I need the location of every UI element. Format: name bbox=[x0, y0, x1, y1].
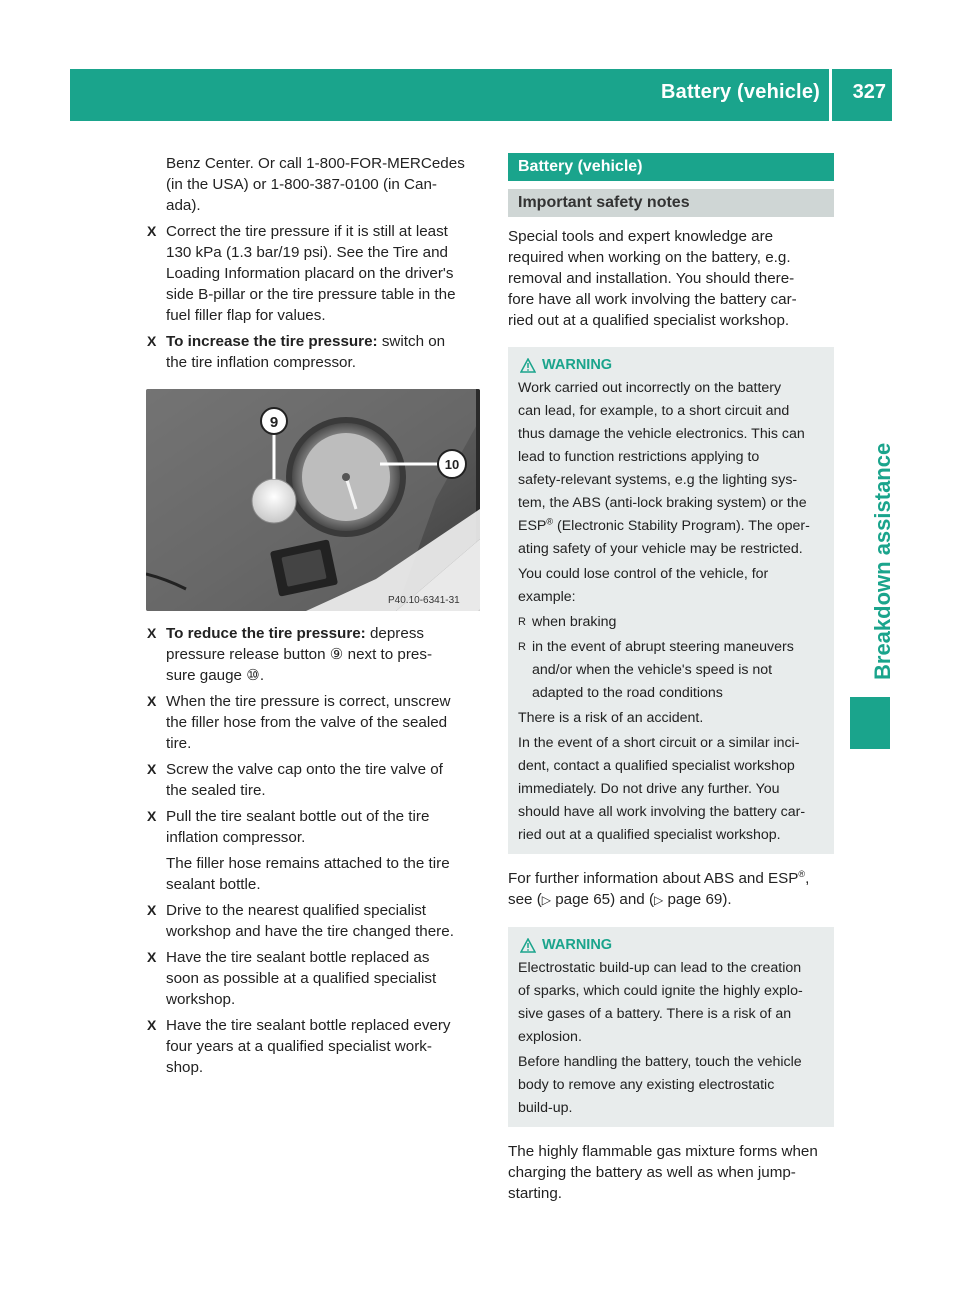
step-marker-icon: X bbox=[147, 693, 157, 709]
text-line: dent, contact a qualified specialist workshop bbox=[518, 758, 795, 774]
text-line: There is a risk of an accident. bbox=[518, 710, 704, 726]
step-replace-every-four-years bbox=[146, 1015, 480, 1078]
text-line: explosion. bbox=[518, 1029, 582, 1045]
text-span: (Electronic Stability Program). The oper- bbox=[553, 518, 810, 534]
text-span: For further information about ABS and ESP bbox=[508, 870, 799, 887]
text-line: should have all work involving the battery car- bbox=[518, 804, 806, 820]
header-divider bbox=[829, 69, 832, 121]
registered-mark: ® bbox=[798, 868, 806, 879]
page-number: 327 bbox=[852, 81, 886, 103]
text-line: charging the battery as well as when jump- bbox=[508, 1164, 796, 1181]
text-line: sive gases of a battery. There is a risk of an bbox=[518, 1006, 792, 1022]
page-link[interactable]: page 65) and ( bbox=[551, 891, 655, 908]
text-line: Drive to the nearest qualified specialist bbox=[166, 902, 427, 919]
left-column bbox=[146, 153, 480, 1078]
list-item bbox=[518, 612, 824, 633]
text-span: depress bbox=[365, 625, 425, 642]
text-line: You could lose control of the vehicle, for bbox=[518, 566, 769, 582]
intro-paragraph bbox=[146, 153, 480, 216]
text-line: Benz Center. Or call 1-800-FOR-MERCedes bbox=[166, 155, 465, 172]
side-tab-label: Breakdown assistance bbox=[870, 442, 895, 680]
text-span: see ( bbox=[508, 891, 542, 908]
compressor-illustration bbox=[146, 389, 480, 611]
warning-paragraph bbox=[518, 733, 824, 846]
step-reduce-pressure bbox=[146, 623, 480, 686]
text-line: Work carried out incorrectly on the battery bbox=[518, 380, 782, 396]
text-line: workshop. bbox=[166, 991, 236, 1008]
text-line: adapted to the road conditions bbox=[532, 685, 723, 701]
step-marker-icon: X bbox=[147, 761, 157, 777]
text-line: the filler hose from the valve of the sealed bbox=[166, 714, 448, 731]
text-line: fuel filler flap for values. bbox=[166, 307, 326, 324]
compressor-figure bbox=[146, 389, 480, 611]
step-marker-icon: X bbox=[147, 333, 157, 349]
text-line: ada). bbox=[166, 197, 201, 214]
text-line: the tire inflation compressor. bbox=[166, 354, 356, 371]
step-marker-icon: X bbox=[147, 808, 157, 824]
list-item bbox=[518, 637, 824, 704]
text-line: (in the USA) or 1-800-387-0100 (in Can- bbox=[166, 176, 437, 193]
text-line: removal and installation. You should there- bbox=[508, 270, 795, 287]
text-line: Screw the valve cap onto the tire valve of bbox=[166, 761, 443, 778]
warning-paragraph bbox=[518, 378, 824, 560]
further-info-paragraph bbox=[508, 868, 834, 911]
text-line: safety-relevant systems, e.g the lighting sys- bbox=[518, 472, 798, 488]
right-column bbox=[508, 153, 834, 1204]
warning-triangle-icon bbox=[520, 938, 536, 953]
page-ref-arrow-icon: ▷ bbox=[654, 893, 664, 907]
text-line: sure gauge ⑩. bbox=[166, 667, 265, 684]
text-line: four years at a qualified specialist work- bbox=[166, 1038, 432, 1055]
text-line: and/or when the vehicle's speed is not bbox=[532, 662, 773, 678]
text-line: ried out at a qualified specialist workshop. bbox=[508, 312, 790, 329]
text-line: ried out at a qualified specialist workshop. bbox=[518, 827, 781, 843]
text-line: starting. bbox=[508, 1185, 563, 1202]
step-marker-icon: X bbox=[147, 223, 157, 239]
text-line: immediately. Do not drive any further. You bbox=[518, 781, 780, 797]
figure-code: P40.10-6341-31 bbox=[388, 595, 460, 606]
flammable-gas-paragraph bbox=[508, 1141, 834, 1204]
text-line bbox=[508, 889, 834, 911]
text-line: Have the tire sealant bottle replaced every bbox=[166, 1017, 451, 1034]
text-line: build-up. bbox=[518, 1100, 573, 1116]
text-line bbox=[508, 868, 834, 889]
registered-mark: ® bbox=[546, 516, 554, 527]
text-span: switch on bbox=[377, 333, 446, 350]
text-line: inflation compressor. bbox=[166, 829, 306, 846]
text-line: Electrostatic build-up can lead to the creation bbox=[518, 960, 802, 976]
step-marker-icon: X bbox=[147, 902, 157, 918]
step-correct-pressure bbox=[146, 221, 480, 326]
warning-paragraph bbox=[518, 564, 824, 608]
text-line: workshop and have the tire changed there. bbox=[166, 923, 454, 940]
callout-9: 9 bbox=[269, 414, 279, 431]
text-line: The highly flammable gas mixture forms when bbox=[508, 1143, 818, 1160]
text-span: ESP bbox=[518, 518, 547, 534]
header-bar bbox=[70, 69, 892, 121]
text-line: of sparks, which could ignite the highly explo- bbox=[518, 983, 803, 999]
intro-paragraph bbox=[508, 226, 834, 331]
text-line: Before handling the battery, touch the vehicle bbox=[518, 1054, 802, 1070]
text-line: side B-pillar or the tire pressure table in the bbox=[166, 286, 456, 303]
callout-10: 10 bbox=[444, 457, 460, 472]
text-line: shop. bbox=[166, 1059, 204, 1076]
step-label: To increase the tire pressure: bbox=[166, 333, 378, 350]
text-line: when braking bbox=[532, 614, 617, 630]
text-line: The filler hose remains attached to the tire bbox=[166, 855, 450, 872]
step-valve-cap bbox=[146, 759, 480, 801]
warning-title bbox=[518, 355, 824, 376]
text-line: in the event of abrupt steering maneuvers bbox=[532, 639, 794, 655]
text-line: thus damage the vehicle electronics. This can bbox=[518, 426, 805, 442]
step-label: To reduce the tire pressure: bbox=[166, 625, 366, 642]
text-line bbox=[166, 331, 480, 352]
text-line: example: bbox=[518, 589, 576, 605]
text-line: lead to function restrictions applying to bbox=[518, 449, 760, 465]
text-line: Loading Information placard on the driver's bbox=[166, 265, 454, 282]
step-unscrew-hose bbox=[146, 691, 480, 754]
warning-title bbox=[518, 935, 824, 956]
warning-box-short-circuit bbox=[508, 347, 834, 854]
text-line: When the tire pressure is correct, unscrew bbox=[166, 693, 451, 710]
text-line: tem, the ABS (anti-lock braking system) or the bbox=[518, 495, 807, 511]
warning-paragraph bbox=[518, 1052, 824, 1119]
side-tab-marker bbox=[850, 697, 890, 749]
warning-label: WARNING bbox=[542, 357, 613, 373]
text-line: Correct the tire pressure if it is still at least bbox=[166, 223, 448, 240]
warning-label: WARNING bbox=[542, 937, 613, 953]
text-span: , bbox=[805, 870, 810, 887]
step-marker-icon: X bbox=[147, 625, 157, 641]
text-line: Have the tire sealant bottle replaced as bbox=[166, 949, 430, 966]
text-line: body to remove any existing electrostatic bbox=[518, 1077, 775, 1093]
warning-paragraph bbox=[518, 958, 824, 1048]
warning-triangle-icon bbox=[520, 358, 536, 373]
warning-box-electrostatic bbox=[508, 927, 834, 1127]
text-line: fore have all work involving the battery car- bbox=[508, 291, 797, 308]
bullet-marker-icon: R bbox=[518, 616, 526, 628]
bullet-marker-icon: R bbox=[518, 641, 526, 653]
text-line: the sealed tire. bbox=[166, 782, 266, 799]
page-ref-arrow-icon: ▷ bbox=[541, 893, 551, 907]
text-line: 130 kPa (1.3 bar/19 psi). See the Tire and bbox=[166, 244, 448, 261]
text-line bbox=[518, 516, 824, 537]
text-line: required when working on the battery, e.g. bbox=[508, 249, 791, 266]
text-line: sealant bottle. bbox=[166, 876, 261, 893]
text-line: In the event of a short circuit or a similar inci- bbox=[518, 735, 800, 751]
text-line: soon as possible at a qualified specialist bbox=[166, 970, 437, 987]
section-heading: Battery (vehicle) bbox=[508, 153, 834, 181]
text-line: tire. bbox=[166, 735, 192, 752]
text-line: can lead, for example, to a short circuit and bbox=[518, 403, 790, 419]
text-line: ating safety of your vehicle may be restricted. bbox=[518, 541, 803, 557]
side-tab bbox=[850, 250, 895, 680]
text-line: Special tools and expert knowledge are bbox=[508, 228, 774, 245]
step-marker-icon: X bbox=[147, 949, 157, 965]
step-pull-bottle bbox=[146, 806, 480, 848]
step-replace-bottle bbox=[146, 947, 480, 1010]
step-note bbox=[146, 853, 480, 895]
text-line bbox=[166, 623, 480, 644]
step-marker-icon: X bbox=[147, 1017, 157, 1033]
text-line: Pull the tire sealant bottle out of the tire bbox=[166, 808, 430, 825]
step-drive-workshop bbox=[146, 900, 480, 942]
page-link[interactable]: page 69). bbox=[663, 891, 732, 908]
running-header-title: Battery (vehicle) bbox=[660, 81, 820, 103]
text-line: pressure release button ⑨ next to pres- bbox=[166, 646, 433, 663]
subsection-heading: Important safety notes bbox=[508, 189, 834, 217]
step-increase-pressure bbox=[146, 331, 480, 373]
